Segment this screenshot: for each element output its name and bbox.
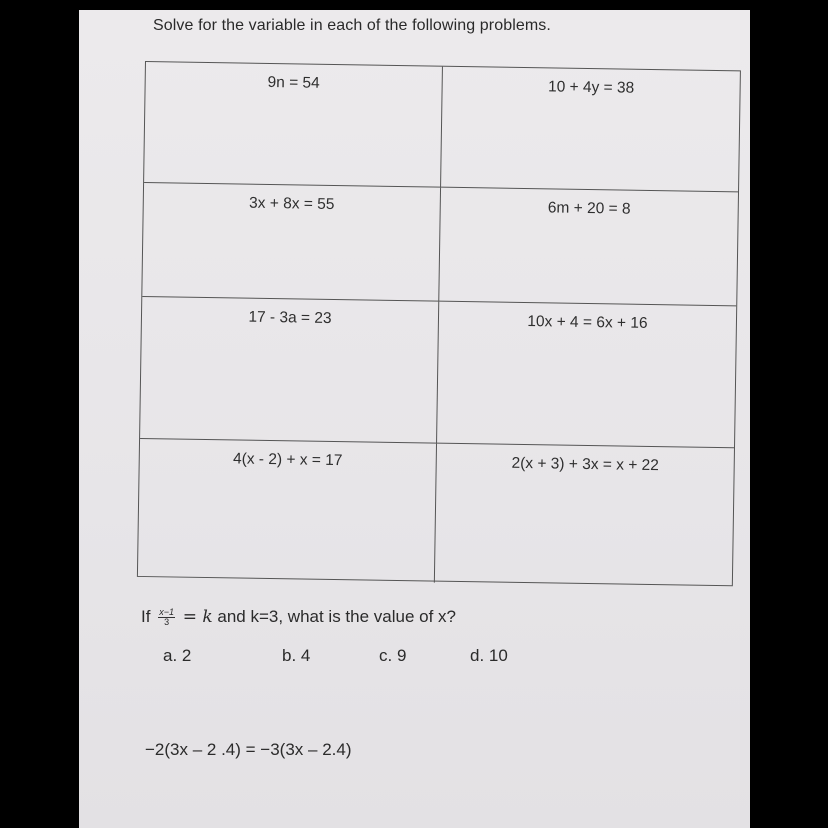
fraction-numerator: x−1 xyxy=(159,607,174,618)
choice-b: b. 4 xyxy=(282,646,311,665)
problem-equation: 6m + 20 = 8 xyxy=(547,199,631,218)
problem-equation: 17 - 3a = 23 xyxy=(248,308,332,327)
equals-k: = k xyxy=(182,607,213,627)
problem-cell xyxy=(441,67,740,193)
problem-equation: 10x + 4 = 6x + 16 xyxy=(527,313,648,332)
problem-grid xyxy=(137,61,741,586)
problem-equation: 3x + 8x = 55 xyxy=(248,194,335,213)
problem-cell xyxy=(142,183,441,302)
fraction-denominator: 3 xyxy=(164,617,170,628)
multiple-choice-question xyxy=(141,607,456,627)
problem-cell xyxy=(439,188,738,307)
problem-equation: 10 + 4y = 38 xyxy=(547,78,635,97)
problem-cell xyxy=(437,302,736,449)
problem-equation: 9n = 54 xyxy=(267,73,320,92)
choice-a: a. 2 xyxy=(163,646,192,665)
fraction xyxy=(158,608,175,627)
instructions-text: Solve for the variable in each of the following problems. xyxy=(153,17,551,34)
question-prefix: If xyxy=(141,607,151,626)
problem-equation: 4(x - 2) + x = 17 xyxy=(232,450,343,470)
worksheet-page xyxy=(79,10,750,828)
extra-equation: −2(3x – 2 .4) = −3(3x – 2.4) xyxy=(145,740,352,759)
problem-cell xyxy=(435,444,734,588)
question-suffix: and k=3, what is the value of x? xyxy=(217,607,456,626)
problem-cell xyxy=(138,439,437,583)
choice-d: d. 10 xyxy=(470,646,508,665)
choice-c: c. 9 xyxy=(379,646,407,665)
problem-cell xyxy=(144,62,443,188)
problem-cell xyxy=(140,297,439,444)
problem-equation: 2(x + 3) + 3x = x + 22 xyxy=(511,454,660,475)
